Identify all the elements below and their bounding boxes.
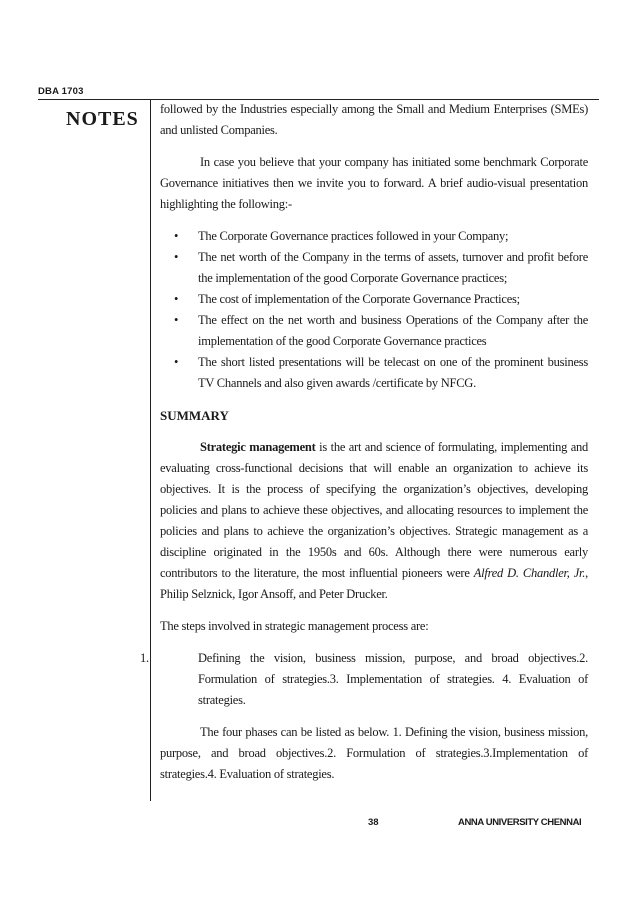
notes-margin-label: NOTES xyxy=(66,108,139,130)
bullet-icon: • xyxy=(174,250,179,264)
summary-heading: SUMMARY xyxy=(160,408,229,423)
bullet-list xyxy=(160,226,588,394)
intro-invitation: In case you believe that your company has initiated some benchmark Corporate Governance initiatives then we invite you to forward. A brief audio-visual presentation highlighting the following:- xyxy=(160,155,588,211)
page-number: 38 xyxy=(368,817,379,828)
list-item: • The Corporate Governance practices followed in your Company; xyxy=(198,226,588,247)
pioneer-name: Alfred D. Chandler, Jr. xyxy=(473,566,586,580)
phases-paragraph: The four phases can be listed as below. 1. Defining the vision, business mission, purpose, and broad objectives.2. Formulation of strategies.3.Implementation of strategies.4. Evaluation of strategies. xyxy=(160,725,588,781)
intro-continuation: followed by the Industries especially among the Small and Medium Enterprises (SMEs) and unlisted Companies. xyxy=(160,102,588,137)
bullet-icon: • xyxy=(174,229,179,243)
steps-list xyxy=(140,648,588,711)
margin-rule xyxy=(150,100,151,801)
bullet-icon: • xyxy=(174,292,179,306)
university-name: ANNA UNIVERSITY CHENNAI xyxy=(458,817,582,828)
strategic-management-term: Strategic management xyxy=(200,440,316,454)
step-number: 1. xyxy=(140,651,149,665)
list-item: • The net worth of the Company in the terms of assets, turnover and profit before the implementation of the good Corporate Governance practices; xyxy=(198,247,588,289)
steps-item: Defining the vision, business mission, purpose, and broad objectives.2. Formulation of strategies.3. Implementation of strategies. 4. Evaluation of strategies. xyxy=(198,651,588,707)
list-item: • The cost of implementation of the Corporate Governance Practices; xyxy=(198,289,588,310)
summary-paragraph: Strategic management is the art and science of formulating, implementing and evaluating cross-functional decisions that will enable an organization to achieve its objectives. It is the process of specifying the organization’s objectives, developing policies and plans to achieve these objectives, and allocating resources to implement the policies and plans to achieve the organization’s objectives. Strategic management as a discipline originated in the 1950s and 60s. Although there were numerous early contributors to the literature, the most influential pioneers were Alfred D. Chandler, Jr., Philip Selznick, Igor Ansoff, and Peter Drucker. xyxy=(160,440,589,601)
bullet-icon: • xyxy=(174,313,179,327)
steps-intro: The steps involved in strategic management process are: xyxy=(160,619,429,633)
page-body xyxy=(140,99,589,785)
course-code: DBA 1703 xyxy=(38,86,84,97)
list-item: • The short listed presentations will be telecast on one of the prominent business TV Channels and also given awards /certificate by NFCG. xyxy=(198,352,588,394)
bullet-icon: • xyxy=(174,355,179,369)
list-item: • The effect on the net worth and business Operations of the Company after the implementation of the good Corporate Governance practices xyxy=(198,310,588,352)
